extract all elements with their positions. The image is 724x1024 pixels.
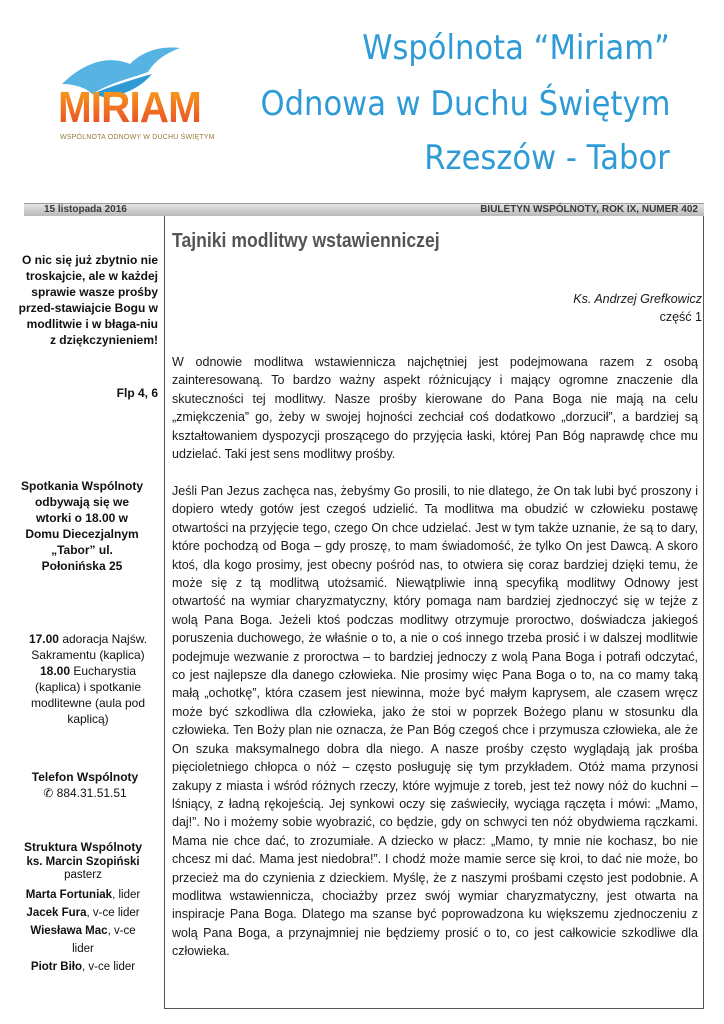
structure-pastor bbox=[18, 856, 148, 882]
pastor-name: ks. Marcin Szopiński bbox=[26, 856, 140, 868]
sidebar-meetings: Spotkania Wspólnoty odbywają się we wtorki o 18.00 w Domu Diecezjalnym „Tabor” ul. Połonińska 25 bbox=[20, 479, 143, 573]
member-name: Jacek Fura bbox=[26, 907, 87, 919]
sidebar-quote: O nic się już zbytnio nie troskajcie, ale w każdej sprawie wasze prośby przed-stawiajcie Bogu w modlitwie i w błaga-niu z dziękczynieniem! bbox=[18, 253, 158, 347]
structure-member bbox=[18, 922, 148, 958]
article-paragraph-2: Jeśli Pan Jezus zachęca nas, żebyśmy Go prosili, to nie dlatego, że On tak lubi być proszony i dopiero wtedy gotów jest czegoś udzielić. Ta modlitwa ma obudzić w człowieku postawę otwartości na przyjęcie tego, czego On chce udzielać. Jest w tym także uznanie, że są to dary, które pochodzą od Boga – gdy proszę, to mam świadomość, że tylko On jest Dawcą. A skoro ktoś, dla kogo prosimy, jest obecny pośród nas, to otwiera się coraz bardziej dzięki temu, że może się z tą modlitwą utożsamić. Niewątpliwie inną specyfiką modlitwy Odnowy jest otwartość na wymiar charyzmatyczny, który pomaga nam bardziej zjednoczyć się w tejże z wolą Pana Boga. Jeżeli ktoś podczas modlitwy otrzymuje proroctwo, doświadcza jakiegoś poruszenia duchowego, że właśnie o to, a nie o coś innego trzeba prosić i w dalszej modlitwie podejmuje wezwanie z proroctwa – to bardziej jednoczy z wolą Pana Boga i potrafi odczytać, co jest najlepsze dla danego człowieka. Nie prosimy więc Pana Boga o to, na co mamy taką małą „ochotkę”, która czasem jest niewinna, może być małym kaprysem, ale czasem wręcz może być szkodliwa dla człowieka, jako że stoi w poprzek Bożego planu w stosunku dla człowieka. Ten Boży plan nie oznacza, że Pan Bóg czegoś chce i przymusza człowieka, ale że On szuka maksymalnego dobra dla niego. A nasze prośby często wyglądają jak prośba pięcioletniego chłopca o nóż – często posługuję się tym przykładem. Otóż mama przynosi zakupy z miasta i wśród różnych rzeczy, które wyjmuje z toreb, jest też nowy nóż do kuchni – lśniący, z ładną rękojeścią. Jej synkowi oczy się zaświeciły, wyciąga rączęta i mówi: „Mamo, daj!”. No i możemy sobie wyobrazić, co będzie, gdy on schwyci ten nóż obydwiema rączkami. Mama nie chce dać, to zrozumiałe. A dziecko w płacz: „Mamo, ty mnie nie kochasz, bo nie chcesz mi dać. Mama jest niedobra!”. I chodź może mamie serce się kroi, to dać nie może, bo przecież ma do czynienia z dzieckiem. Myślę, że z naszymi prośbami często jest podobnie. A modlitwa wstawiennicza, chociażby przez swój wymiar charyzmatyczny, jest otwarta na inspiracje Pana Boga. Dlatego ma szanse być poprowadzona ku większemu zjednoczeniu z wolą Pana Boga, a przynajmniej nie będziemy prosić o to, co jest całkowicie szkodliwe dla człowieka. bbox=[172, 484, 698, 959]
member-name: Marta Fortuniak bbox=[25, 889, 113, 901]
schedule-text-1: adoracja Najśw. Sakramentu (kaplica) bbox=[31, 632, 148, 662]
logo bbox=[52, 42, 215, 142]
structure-member bbox=[18, 958, 148, 976]
bulletin-label: BIULETYN WSPÓLNOTY, ROK IX, NUMER 402 bbox=[480, 204, 698, 215]
member-role: , v-ce lider bbox=[72, 925, 136, 955]
schedule-time-1: 17.00 bbox=[28, 632, 59, 646]
header-title-line3: Rzeszów - Tabor bbox=[424, 138, 670, 178]
info-bar bbox=[24, 203, 704, 216]
header-title-line2: Odnowa w Duchu Świętym bbox=[260, 84, 670, 124]
structure-heading: Struktura Wspólnoty bbox=[23, 840, 142, 854]
member-role: , v-ce lider bbox=[86, 907, 140, 919]
pastor-role: pasterz bbox=[64, 869, 102, 881]
member-role: , lider bbox=[112, 889, 141, 901]
logo-subtitle: WSPÓLNOTA ODNOWY W DUCHU ŚWIĘTYM bbox=[60, 134, 215, 141]
sidebar-schedule bbox=[18, 631, 158, 727]
article-title: Tajniki modlitwy wstawienniczej bbox=[172, 230, 440, 252]
sidebar-quote-reference: Flp 4, 6 bbox=[116, 386, 158, 400]
sidebar-phone bbox=[18, 769, 152, 801]
article-author: Ks. Andrzej Grefkowicz bbox=[573, 292, 702, 306]
member-role: , v-ce lider bbox=[82, 961, 136, 973]
schedule-text-2: Eucharystia (kaplica) i spotkanie modlitewne (aula pod kaplicą) bbox=[30, 664, 146, 726]
issue-date: 15 listopada 2016 bbox=[44, 204, 127, 215]
article-paragraph-1: W odnowie modlitwa wstawiennicza najchętniej jest podejmowana razem z osobą zainteresowaną. To bardzo ważny aspekt różnicujący i mający ogromne znaczenie dla skuteczności tej modlitwy. Nasze prośby kierowane do Pana Boga nie mają na celu „zmiękczenia” go, żeby w swojej hojności zechciał coś dodatkowo „dorzucił”, a bardziej są kształtowaniem dyspozycji proszącego do przyjęcia łaski, której Pan Bóg naprawdę chce mu udzielać. Taki jest sens modlitwy prośby. bbox=[172, 355, 698, 462]
member-name: Wiesława Mac bbox=[30, 925, 108, 937]
phone-number: 884.31.51.51 bbox=[56, 786, 127, 800]
article-byline bbox=[573, 290, 702, 326]
phone-label: Telefon Wspólnoty bbox=[31, 770, 139, 784]
phone-icon: ✆ bbox=[43, 786, 54, 800]
member-name: Piotr Biło bbox=[30, 961, 83, 973]
structure-member bbox=[18, 904, 148, 922]
schedule-time-2: 18.00 bbox=[39, 664, 70, 678]
sidebar-structure bbox=[18, 838, 148, 976]
structure-member bbox=[18, 886, 148, 904]
article-part: część 1 bbox=[659, 310, 702, 324]
header-title-line1: Wspólnota “Miriam” bbox=[362, 28, 670, 68]
logo-wordmark: MIRIAM bbox=[58, 83, 201, 132]
